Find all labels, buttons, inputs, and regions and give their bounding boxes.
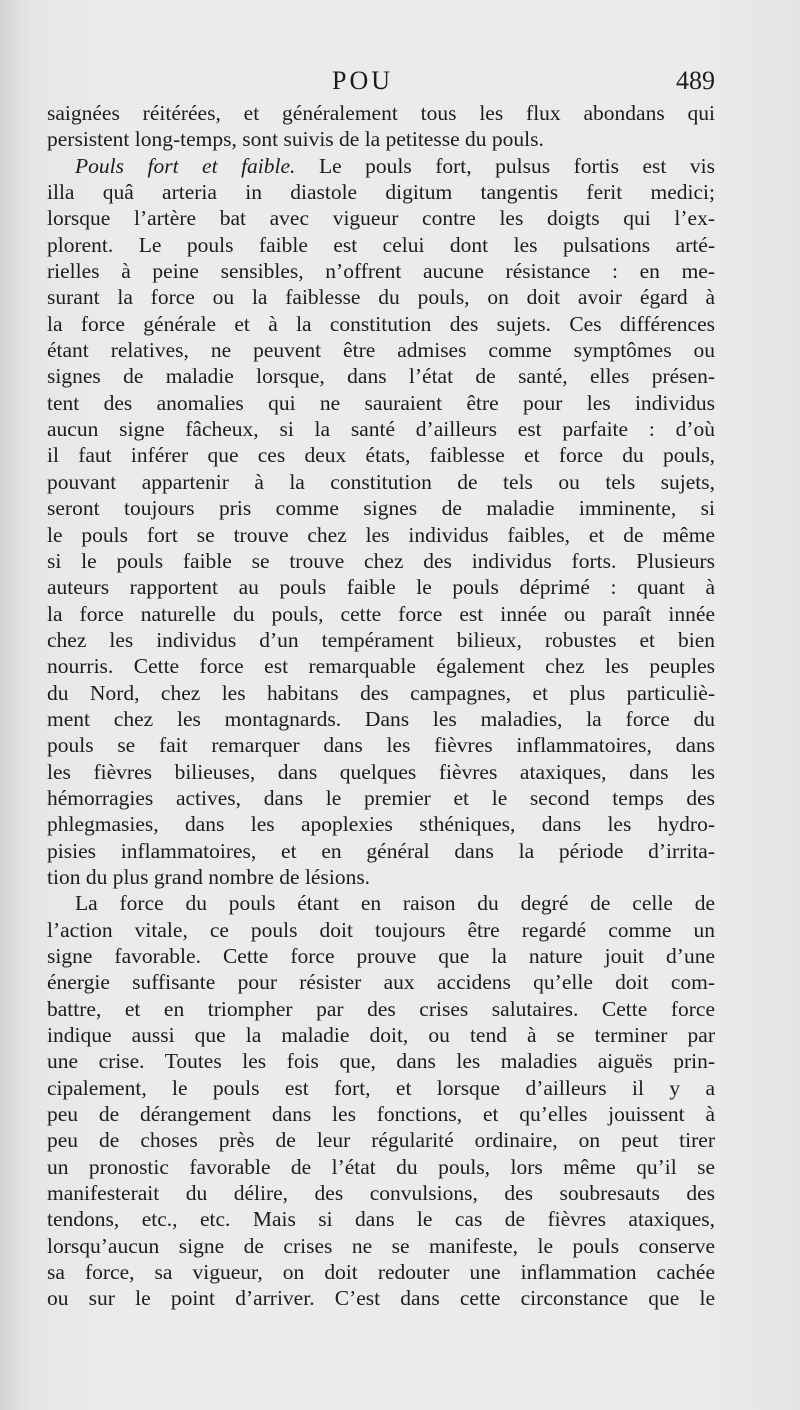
text-line: énergie suffisante pour résister aux accidens qu’elle doit com- bbox=[47, 970, 715, 995]
text-line: signes de maladie lorsque, dans l’état de santé, elles présen- bbox=[47, 364, 715, 389]
text-line: si le pouls faible se trouve chez des individus forts. Plusieurs bbox=[47, 548, 715, 573]
text-line: aucun signe fâcheux, si la santé d’ailleurs est parfaite : d’où bbox=[47, 417, 715, 442]
text-line: peu de choses près de leur régularité ordinaire, on peut tirer bbox=[47, 1128, 715, 1153]
paragraph-heading: Pouls fort et faible. bbox=[75, 153, 296, 178]
text-line: un pronostic favorable de l’état du pouls, lors même qu’il se bbox=[47, 1154, 715, 1179]
text-line: plorent. Le pouls faible est celui dont les pulsations arté- bbox=[47, 232, 715, 257]
text-line bbox=[47, 153, 715, 179]
body-text bbox=[47, 100, 715, 1312]
text-line: l’action vitale, ce pouls doit toujours être regardé comme un bbox=[47, 917, 715, 942]
text-line: phlegmasies, dans les apoplexies sthéniques, dans les hydro- bbox=[47, 812, 715, 837]
text-line: saignées réitérées, et généralement tous les flux abondans qui bbox=[47, 101, 715, 125]
text-line: tion du plus grand nombre de lésions. bbox=[47, 864, 371, 889]
text-line: hémorragies actives, dans le premier et le second temps des bbox=[47, 785, 715, 810]
text-line: tendons, etc., etc. Mais si dans le cas de fièvres ataxiques, bbox=[47, 1207, 715, 1232]
text-line: le pouls fort se trouve chez les individus faibles, et de même bbox=[47, 522, 715, 547]
text-line: La force du pouls étant en raison du degré de celle de bbox=[75, 891, 715, 916]
text-line: illa quâ arteria in diastole digitum tangentis ferit medici; bbox=[47, 180, 715, 205]
text-line: il faut inférer que ces deux états, faiblesse et force du pouls, bbox=[47, 443, 715, 468]
text-line: du Nord, chez les habitans des campagnes, et plus particuliè- bbox=[47, 680, 715, 705]
text-line: lorsqu’aucun signe de crises ne se manifeste, le pouls conserve bbox=[47, 1233, 715, 1258]
text-line: pisies inflammatoires, et en général dans la période d’irrita- bbox=[47, 838, 715, 863]
text-line: auteurs rapportent au pouls faible le pouls déprimé : quant à bbox=[47, 575, 715, 600]
text-fragment: Le pouls fort, pulsus fortis est vis bbox=[318, 153, 715, 178]
text-line: la force générale et à la constitution des sujets. Ces différences bbox=[47, 311, 715, 336]
page-number: 489 bbox=[676, 66, 715, 95]
running-head-title: POU bbox=[332, 66, 394, 95]
text-line: étant relatives, ne peuvent être admises comme symptômes ou bbox=[47, 338, 715, 363]
text-line: ou sur le point d’arriver. C’est dans cette circonstance que le bbox=[47, 1286, 715, 1311]
running-head bbox=[0, 66, 800, 100]
text-line: pouls se fait remarquer dans les fièvres inflammatoires, dans bbox=[47, 733, 715, 758]
text-line: chez les individus d’un tempérament bilieux, robustes et bien bbox=[47, 627, 715, 652]
text-line: peu de dérangement dans les fonctions, et qu’elles jouissent à bbox=[47, 1102, 715, 1127]
text-line: manifesterait du délire, des convulsions, des soubresauts des bbox=[47, 1181, 715, 1206]
text-line: sa force, sa vigueur, on doit redouter une inflammation cachée bbox=[47, 1260, 715, 1285]
text-line: seront toujours pris comme signes de maladie imminente, si bbox=[47, 496, 715, 521]
text-line: les fièvres bilieuses, dans quelques fièvres ataxiques, dans les bbox=[47, 759, 715, 784]
text-line: battre, et en triompher par des crises salutaires. Cette force bbox=[47, 996, 715, 1021]
text-line: la force naturelle du pouls, cette force est innée ou paraît innée bbox=[47, 601, 715, 626]
text-line: ment chez les montagnards. Dans les maladies, la force du bbox=[47, 706, 715, 731]
text-line: une crise. Toutes les fois que, dans les maladies aiguës prin- bbox=[47, 1049, 715, 1074]
text-line: nourris. Cette force est remarquable également chez les peuples bbox=[47, 654, 715, 679]
text-line: cipalement, le pouls est fort, et lorsque d’ailleurs il y a bbox=[47, 1075, 715, 1100]
text-line: rielles à peine sensibles, n’offrent aucune résistance : en me- bbox=[47, 259, 715, 284]
text-line: signe favorable. Cette force prouve que la nature jouit d’une bbox=[47, 944, 715, 968]
text-line: pouvant appartenir à la constitution de tels ou tels sujets, bbox=[47, 469, 715, 494]
text-line: lorsque l’artère bat avec vigueur contre les doigts qui l’ex- bbox=[47, 206, 715, 231]
text-line: tent des anomalies qui ne sauraient être pour les individus bbox=[47, 390, 715, 415]
text-line: persistent long-temps, sont suivis de la petitesse du pouls. bbox=[47, 127, 544, 152]
text-line: surant la force ou la faiblesse du pouls, on doit avoir égard à bbox=[47, 285, 715, 310]
text-line: indique aussi que la maladie doit, ou tend à se terminer par bbox=[47, 1023, 715, 1048]
